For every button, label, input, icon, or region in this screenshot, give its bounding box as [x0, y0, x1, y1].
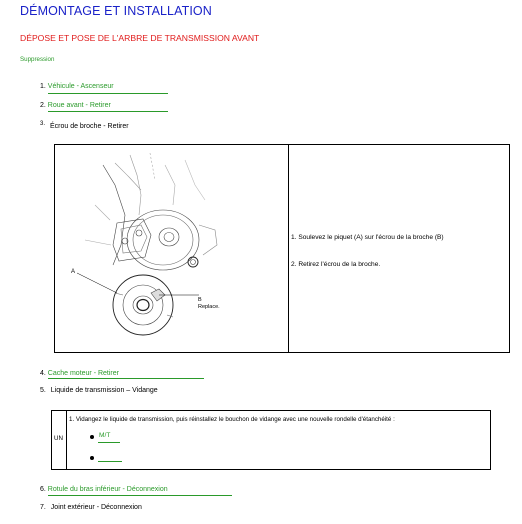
label-a: A	[71, 269, 76, 275]
step-4	[40, 370, 119, 377]
figure-instruction-2: 2. Retirez l'écrou de la broche.	[291, 261, 381, 268]
step-link-vehicule-ascenseur[interactable]: Véhicule - Ascenseur	[47, 83, 114, 90]
bullet-icon	[90, 435, 94, 439]
option-underline	[98, 442, 120, 443]
step-link-roue-avant[interactable]: Roue avant - Retirer	[47, 102, 111, 109]
page-subtitle: DÉPOSE ET POSE DE L'ARBRE DE TRANSMISSION AVANT	[20, 33, 260, 43]
step-number: 6.	[40, 486, 46, 493]
figure-instruction-1: 1. Soulevez le piquet (A) sur l'écrou de la broche (B)	[291, 234, 444, 241]
step-1	[40, 83, 114, 90]
drain-un-label: UN	[54, 435, 63, 442]
step-link-cache-moteur[interactable]: Cache moteur - Retirer	[47, 370, 119, 377]
label-replace: Replace.	[198, 304, 220, 310]
step-underline	[48, 378, 204, 379]
step-number: 1.	[40, 83, 46, 90]
spindle-nut-illustration	[55, 145, 288, 352]
step-underline	[48, 93, 168, 94]
step-text: Joint extérieur - Déconnexion	[50, 504, 142, 511]
option-underline	[98, 461, 122, 462]
figure-divider	[288, 144, 289, 353]
step-6	[40, 486, 168, 493]
page-title: DÉMONTAGE ET INSTALLATION	[20, 4, 212, 18]
step-number: 3.	[40, 121, 46, 127]
step-7	[40, 504, 142, 511]
step-link-rotule-bras[interactable]: Rotule du bras inférieur - Déconnexion	[47, 486, 168, 493]
step-3	[40, 121, 129, 130]
step-number: 5.	[40, 387, 46, 394]
drain-divider	[66, 410, 67, 470]
section-label: Suppression	[20, 56, 55, 63]
step-5	[40, 387, 158, 394]
step-underline	[48, 495, 232, 496]
option-link-mt[interactable]: M/T	[99, 432, 111, 439]
step-underline	[48, 111, 168, 112]
step-number: 2.	[40, 102, 46, 109]
bullet-icon	[90, 456, 94, 460]
step-2	[40, 102, 111, 109]
step-text: Écrou de broche - Retirer	[49, 123, 129, 130]
label-b: B	[198, 297, 202, 303]
step-number: 4.	[40, 370, 46, 377]
drain-instruction: 1. Vidangez le liquide de transmission, puis réinstallez le bouchon de vidange avec une nouvelle rondelle d'étanchéité :	[69, 416, 395, 423]
step-number: 7.	[40, 504, 46, 511]
step-text: Liquide de transmission – Vidange	[50, 387, 158, 394]
